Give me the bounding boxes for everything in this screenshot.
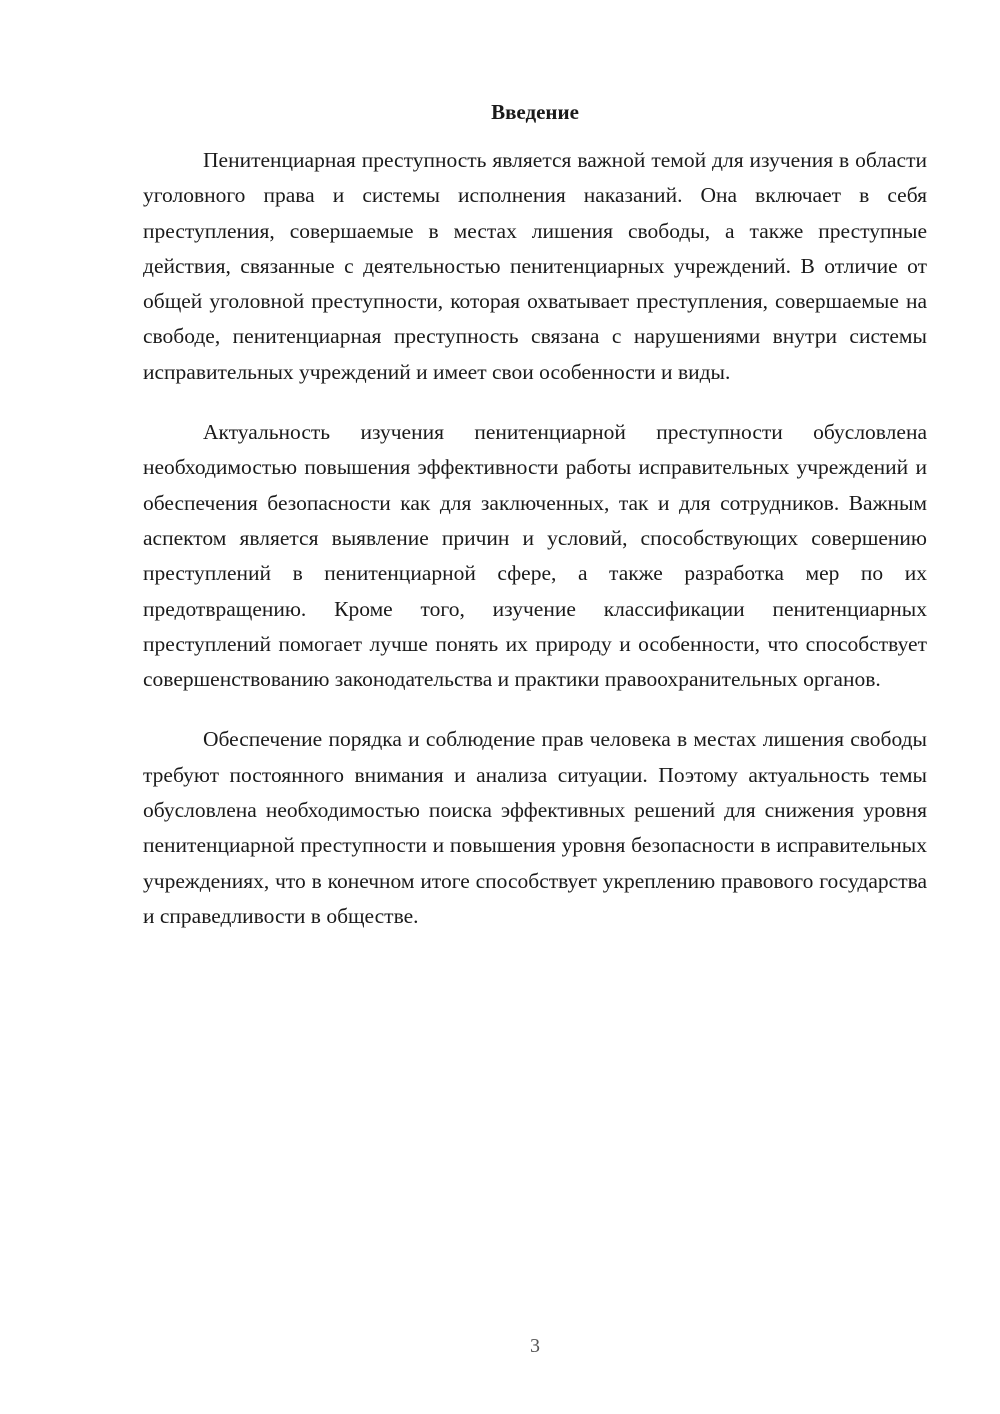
paragraph: Актуальность изучения пенитенциарной преступности обусловлена необходимостью повышения эффективности работы исправительных учреждений и обеспечения безопасности как для заключенных, так и для сотрудников. Важным аспектом является выявление причин и условий, способствующих совершению преступлений в пенитенциарной сфере, а также разработка мер по их предотвращению. Кроме того, изучение классификации пенитенциарных преступлений помогает лучше понять их природу и особенности, что способствует совершенствованию законодательства и практики правоохранительных органов. — [143, 420, 927, 692]
paragraph: Обеспечение порядка и соблюдение прав человека в местах лишения свободы требуют постоянного внимания и анализа ситуации. Поэтому актуальность темы обусловлена необходимостью поиска эффективных решений для снижения уровня пенитенциарной преступности и повышения уровня безопасности в исправительных учреждениях, что в конечном итоге способствует укреплению правового государства и справедливости в обществе. — [143, 727, 927, 928]
body-text — [143, 143, 927, 934]
paragraph: Пенитенциарная преступность является важной темой для изучения в области уголовного права и системы исполнения наказаний. Она включает в себя преступления, совершаемые в местах лишения свободы, а также преступные действия, связанные с деятельностью пенитенциарных учреждений. В отличие от общей уголовной преступности, которая охватывает преступления, совершаемые на свободе, пенитенциарная преступность связана с нарушениями внутри системы исправительных учреждений и имеет свои особенности и виды. — [143, 148, 927, 384]
page-number: 3 — [530, 1335, 540, 1357]
section-heading: Введение — [491, 100, 579, 124]
